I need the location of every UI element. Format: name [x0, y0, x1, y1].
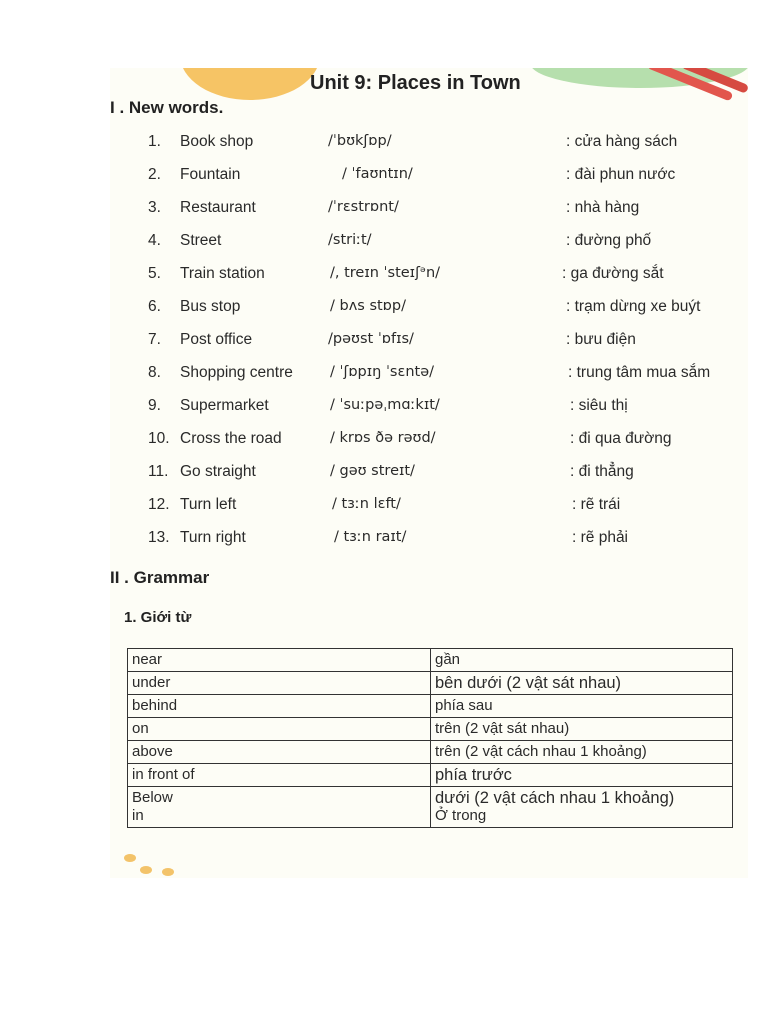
vocab-meaning: : rẽ phải: [572, 529, 629, 546]
vocab-number: 1.: [148, 133, 161, 150]
vocab-number: 5.: [148, 265, 161, 282]
vocab-word: Shopping centre: [180, 364, 293, 381]
vocab-row: [148, 298, 748, 331]
vocab-row: [148, 463, 748, 496]
preposition-meaning: phía trước: [431, 764, 733, 787]
preposition-word: near: [128, 649, 431, 672]
vocab-ipa: /ˈrɛstrɒnt/: [328, 199, 399, 215]
vocabulary-list: [148, 133, 748, 562]
vocab-number: 4.: [148, 232, 161, 249]
vocab-row: [148, 232, 748, 265]
preposition-meaning-pair: [431, 787, 733, 828]
table-row: [128, 649, 733, 672]
table-row: [128, 764, 733, 787]
vocab-number: 10.: [148, 430, 170, 447]
decor-dot: [140, 866, 152, 874]
vocab-number: 11.: [148, 463, 169, 480]
vocab-meaning: : đường phố: [566, 232, 652, 249]
page-title: Unit 9: Places in Town: [310, 72, 521, 94]
vocab-meaning: : siêu thị: [570, 397, 628, 414]
preposition-word: under: [128, 672, 431, 695]
vocab-ipa: /ˈbʊkʃɒp/: [328, 133, 392, 149]
preposition-meaning: trên (2 vật cách nhau 1 khoảng): [431, 741, 733, 764]
preposition-word: above: [128, 741, 431, 764]
preposition-meaning: Ở trong: [435, 807, 487, 824]
prepositions-table: [127, 648, 733, 828]
vocab-word: Supermarket: [180, 397, 269, 414]
vocab-row: [148, 199, 748, 232]
section-heading-new-words: I . New words.: [110, 98, 224, 117]
vocab-row: [148, 133, 748, 166]
preposition-meaning: trên (2 vật sát nhau): [431, 718, 733, 741]
vocab-word: Turn right: [180, 529, 246, 546]
vocab-row: [148, 265, 748, 298]
subheading-prepositions: 1. Giới từ: [124, 609, 192, 626]
table-row: [128, 787, 733, 828]
table-row: [128, 741, 733, 764]
vocab-word: Book shop: [180, 133, 254, 150]
table-row: [128, 695, 733, 718]
vocab-word: Fountain: [180, 166, 241, 183]
vocab-ipa: /striːt/: [328, 232, 372, 248]
decor-dot: [162, 868, 174, 876]
vocab-word: Street: [180, 232, 222, 249]
section-heading-grammar: II . Grammar: [110, 568, 210, 587]
vocab-meaning: : nhà hàng: [566, 199, 640, 216]
vocab-row: [148, 331, 748, 364]
vocab-word: Go straight: [180, 463, 256, 480]
vocab-number: 13.: [148, 529, 170, 546]
preposition-meaning: phía sau: [431, 695, 733, 718]
table-row: [128, 718, 733, 741]
preposition-word: in front of: [128, 764, 431, 787]
vocab-number: 9.: [148, 397, 161, 414]
vocab-word: Post office: [180, 331, 253, 348]
vocab-row: [148, 364, 748, 397]
vocab-meaning: : rẽ trái: [572, 496, 621, 513]
vocab-word: Cross the road: [180, 430, 282, 447]
worksheet-page: [110, 68, 748, 878]
vocab-row: [148, 430, 748, 463]
vocab-word: Turn left: [180, 496, 237, 513]
vocab-word: Train station: [180, 265, 265, 282]
vocab-ipa: /pəʊst ˈɒfɪs/: [328, 331, 414, 347]
vocab-row: [148, 496, 748, 529]
vocab-meaning: : trung tâm mua sắm: [568, 364, 711, 381]
vocab-number: 2.: [148, 166, 161, 183]
vocab-meaning: : bưu điện: [566, 331, 636, 348]
vocab-ipa: / krɒs ðə rəʊd/: [330, 430, 436, 446]
vocab-number: 12.: [148, 496, 170, 513]
vocab-number: 6.: [148, 298, 161, 315]
vocab-row: [148, 397, 748, 430]
preposition-meaning: bên dưới (2 vật sát nhau): [431, 672, 733, 695]
preposition-word: on: [128, 718, 431, 741]
vocab-ipa: / ˈfaʊntɪn/: [342, 166, 413, 182]
vocab-meaning: : cửa hàng sách: [566, 133, 678, 150]
vocab-word: Restaurant: [180, 199, 256, 216]
vocab-row: [148, 529, 748, 562]
vocab-meaning: : đi qua đường: [570, 430, 672, 447]
vocab-meaning: : trạm dừng xe buýt: [566, 298, 701, 315]
vocab-ipa: / ˈʃɒpɪŋ ˈsɛntə/: [330, 364, 435, 380]
vocab-ipa: / gəʊ streɪt/: [330, 463, 415, 479]
vocab-number: 3.: [148, 199, 161, 216]
preposition-word: in: [132, 807, 144, 824]
vocab-ipa: / tɜːn lɛft/: [332, 496, 401, 512]
vocab-number: 7.: [148, 331, 161, 348]
preposition-word: Below: [132, 789, 173, 806]
vocab-meaning: : đi thẳng: [570, 463, 634, 480]
decor-orange-blob: [180, 68, 320, 100]
vocab-meaning: : đài phun nước: [566, 166, 676, 183]
vocab-ipa: / bʌs stɒp/: [330, 298, 406, 314]
preposition-meaning: gần: [431, 649, 733, 672]
vocab-row: [148, 166, 748, 199]
decor-dot: [124, 854, 136, 862]
preposition-word-pair: [128, 787, 431, 828]
table-row: [128, 672, 733, 695]
preposition-word: behind: [128, 695, 431, 718]
vocab-ipa: / tɜːn raɪt/: [334, 529, 407, 545]
vocab-meaning: : ga đường sắt: [562, 265, 664, 282]
vocab-ipa: / ˈsuːpəˌmɑːkɪt/: [330, 397, 440, 413]
vocab-word: Bus stop: [180, 298, 241, 315]
vocab-number: 8.: [148, 364, 161, 381]
preposition-meaning: dưới (2 vật cách nhau 1 khoảng): [435, 789, 675, 807]
vocab-ipa: /, treɪn ˈsteɪʃᵊn/: [330, 265, 441, 281]
